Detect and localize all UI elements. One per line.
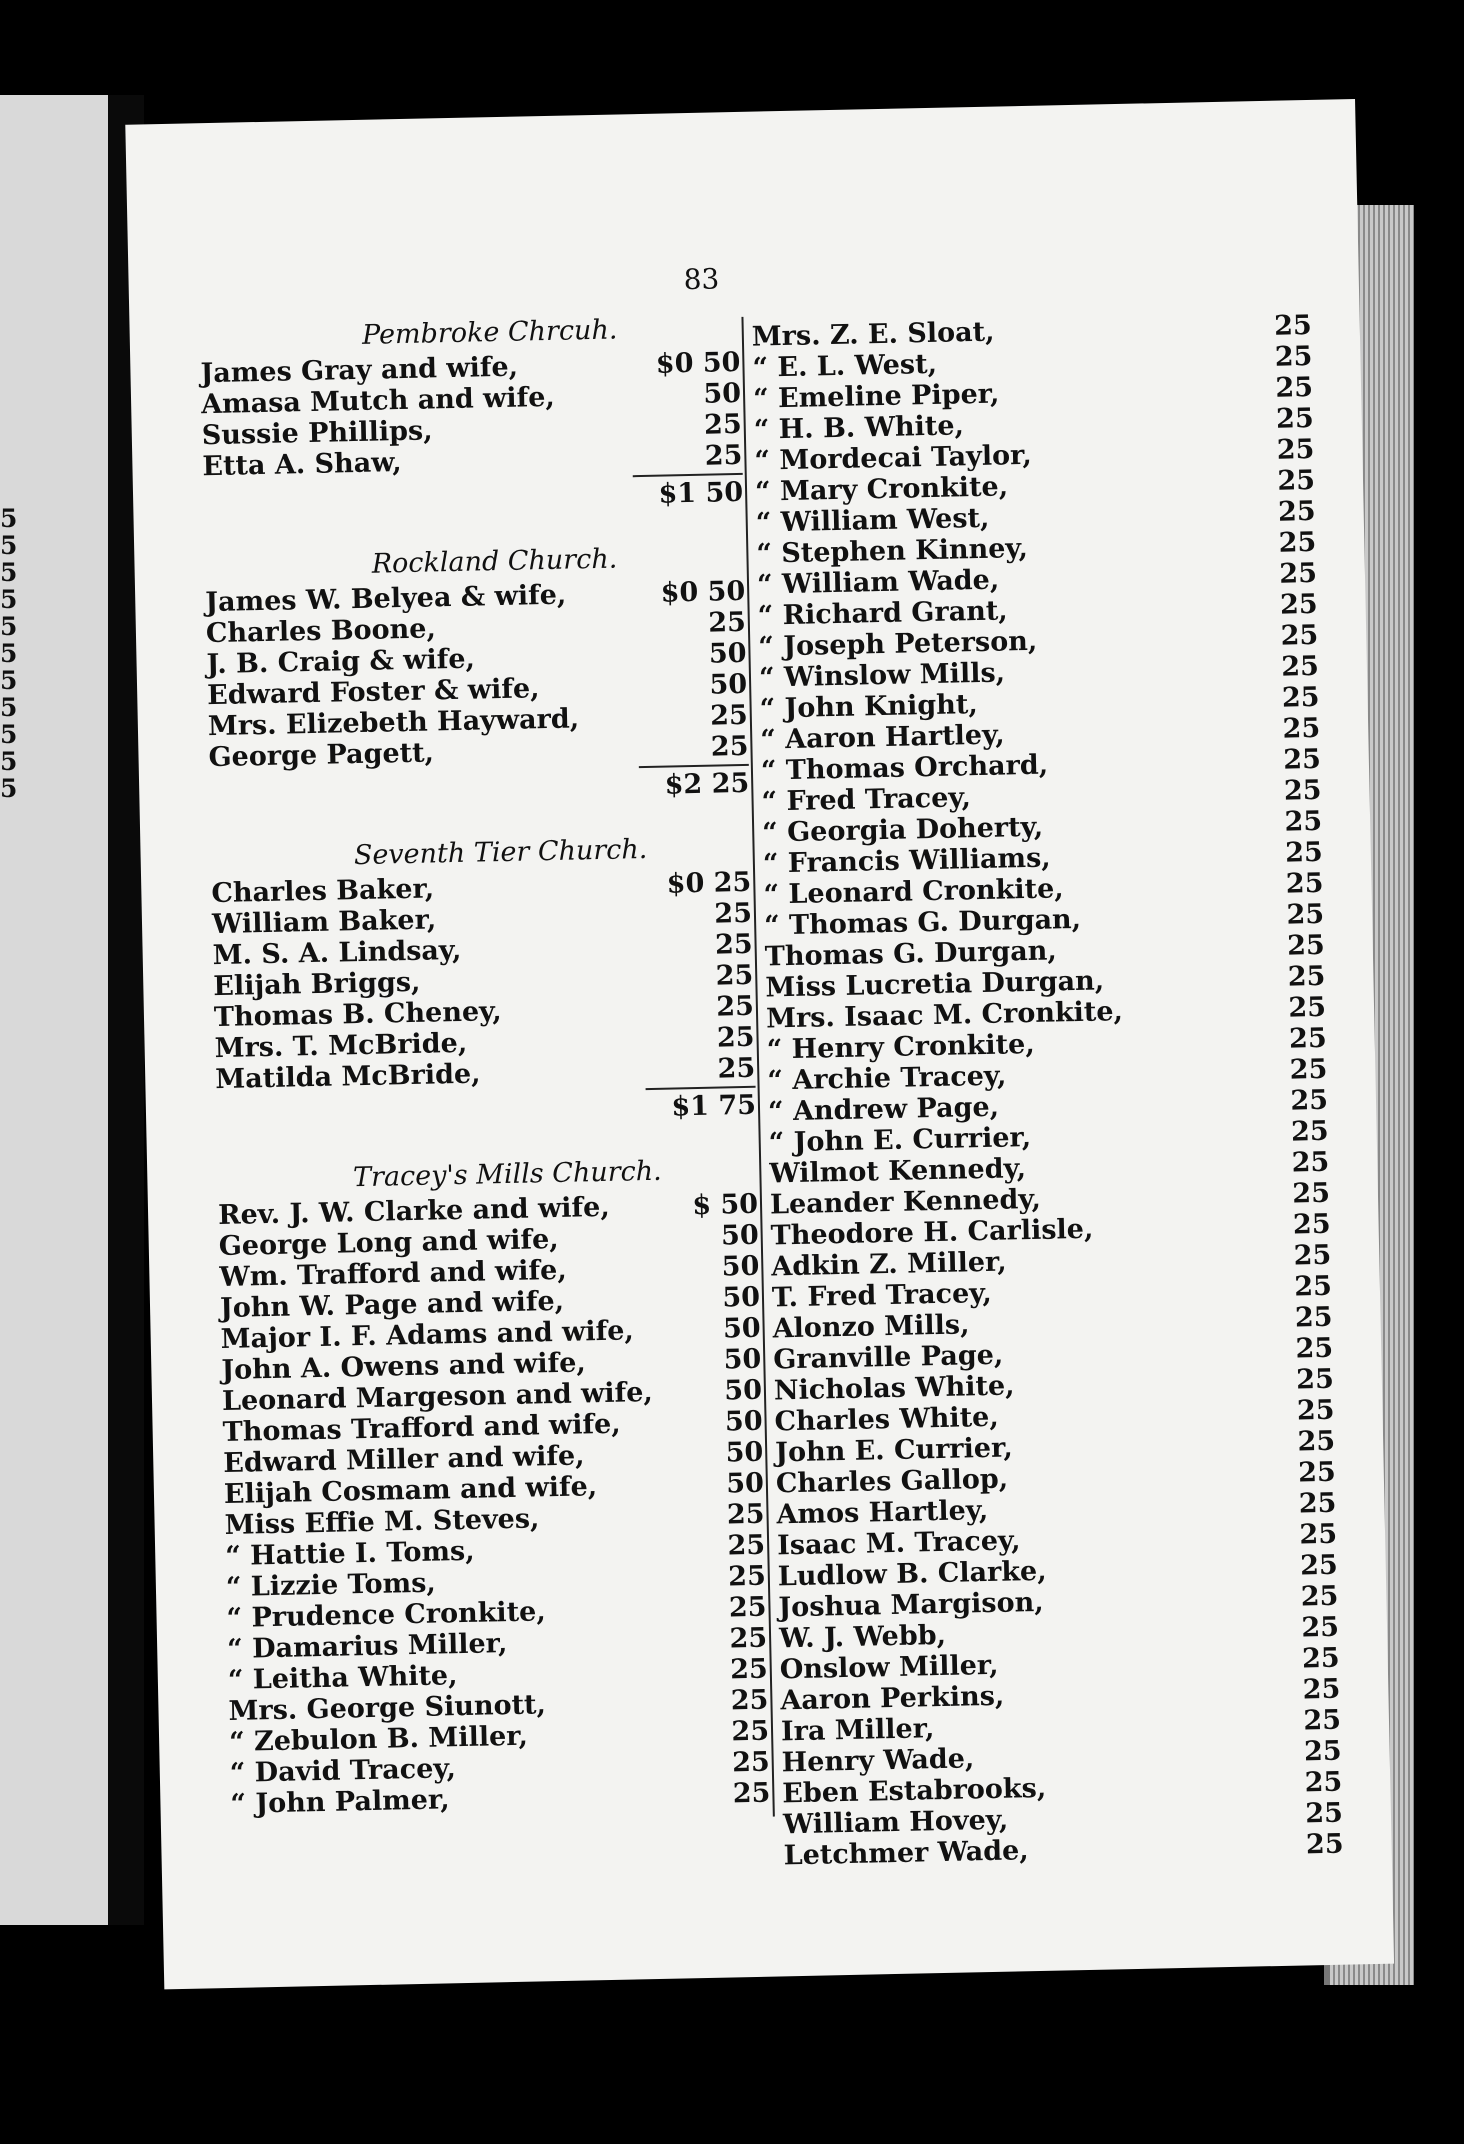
entry-name: John W. Page and wife, [219, 1285, 565, 1325]
entry-name: Amos Hartley, [776, 1494, 989, 1531]
entry-name: “ Henry Cronkite, [766, 1028, 1036, 1066]
entry-name: Sussie Phillips, [201, 415, 433, 452]
section-title: Pembroke Chrcuh. [361, 314, 618, 351]
previous-page-numbers [0, 505, 20, 802]
entry-name: “ William West, [755, 502, 990, 539]
entry-amount: 25 [1284, 805, 1323, 838]
entry-name: George Pagett, [208, 737, 435, 774]
entry-amount: 25 [1285, 867, 1324, 900]
prev-page-number: 5 [0, 558, 18, 587]
entry-amount: 25 [1279, 557, 1318, 590]
entry-name: Joshua Margison, [778, 1586, 1044, 1624]
entry-name: “ Emeline Piper, [752, 378, 1000, 415]
right-column [752, 310, 1344, 1871]
entry-amount: 25 [1299, 1518, 1338, 1551]
entry-name: T. Fred Tracey, [771, 1277, 993, 1314]
entry-name: M. S. A. Lindsay, [212, 934, 462, 972]
entry-amount: 25 [732, 1777, 771, 1810]
entry-name: Thomas G. Durgan, [764, 935, 1058, 973]
entry-name: “ Lizzie Toms, [225, 1567, 437, 1603]
entry-name: “ David Tracey, [229, 1753, 457, 1789]
entry-amount: 25 [1286, 898, 1325, 931]
section-title: Seventh Tier Church. [353, 833, 648, 872]
entry-amount: 25 [1291, 1146, 1330, 1179]
entry-amount: 50 [724, 1405, 763, 1438]
entry-name: J. B. Craig & wife, [206, 643, 476, 681]
entry-name: “ Andrew Page, [767, 1091, 1000, 1128]
entry-amount: 50 [708, 637, 747, 670]
section-total: $1 75 [671, 1089, 757, 1123]
entry-name: Alonzo Mills, [772, 1309, 970, 1345]
entry-name: Mrs. T. McBride, [214, 1027, 468, 1065]
entry-amount: 25 [1277, 464, 1316, 497]
entry-amount: 25 [1282, 743, 1322, 776]
entry-name: Charles White, [774, 1401, 1000, 1438]
prev-page-number: 5 [0, 612, 18, 641]
prev-page-number: 5 [0, 666, 18, 695]
entry-amount: 25 [1275, 402, 1315, 435]
entry-amount: 25 [1301, 1611, 1340, 1644]
entry-name: Elijah Cosmam and wife, [223, 1471, 598, 1510]
entry-name: “ Fred Tracey, [761, 782, 972, 818]
entry-name: Henry Wade, [781, 1743, 975, 1779]
entry-amount: 50 [724, 1374, 763, 1407]
entry-name: “ H. B. White, [753, 410, 965, 446]
entry-amount: 25 [1281, 681, 1320, 714]
entry-amount: 25 [1290, 1084, 1329, 1117]
prev-page-number: 5 [0, 747, 18, 776]
entry-name: Miss Effie M. Steves, [224, 1503, 540, 1541]
entry-name: Charles Gallop, [775, 1463, 1009, 1500]
entry-amount: 25 [729, 1622, 768, 1655]
entry-amount: 25 [1302, 1673, 1341, 1706]
entry-name: Eben Estabrooks, [782, 1772, 1047, 1810]
entry-amount: 25 [715, 990, 755, 1023]
entry-name: “ Stephen Kinney, [756, 532, 1029, 570]
entry-name: W. J. Webb, [778, 1619, 947, 1655]
entry-amount: 25 [1277, 495, 1316, 528]
entry-name: Ludlow B. Clarke, [777, 1555, 1047, 1593]
entry-name: Miss Lucretia Durgan, [765, 965, 1105, 1004]
entry-name: “ Joseph Peterson, [758, 625, 1038, 663]
entry-name: Charles Baker, [211, 873, 435, 910]
prev-page-number: 5 [0, 531, 18, 560]
entry-name: Elijah Briggs, [213, 966, 421, 1003]
left-column [199, 312, 770, 1820]
entry-amount: 25 [1280, 619, 1319, 652]
entry-amount: 25 [726, 1498, 765, 1531]
entry-amount: 25 [1280, 650, 1320, 683]
entry-name: John A. Owens and wife, [221, 1347, 587, 1387]
entry-name: John E. Currier, [774, 1432, 1014, 1469]
entry-name: Onslow Miller, [779, 1649, 999, 1686]
entry-amount: 25 [1284, 836, 1324, 869]
entry-amount: 25 [730, 1684, 769, 1717]
entry-name: “ Richard Grant, [757, 595, 1008, 632]
entry-amount: 25 [1296, 1394, 1335, 1427]
entry-amount: 25 [716, 1021, 755, 1054]
prev-page-number: 5 [0, 693, 18, 722]
entry-amount: 25 [1295, 1332, 1334, 1365]
entry-amount: 25 [709, 699, 749, 732]
entry-amount: 25 [1293, 1270, 1333, 1303]
entry-name: James W. Belyea & wife, [204, 579, 567, 619]
entry-name: Leander Kennedy, [769, 1183, 1042, 1221]
entry-name: Mrs. Isaac M. Cronkite, [765, 996, 1124, 1035]
entry-amount: 25 [1275, 371, 1314, 404]
entry-name: “ Archie Tracey, [767, 1060, 1007, 1097]
entry-name: Mrs. Z. E. Sloat, [751, 316, 995, 353]
entry-name: Matilda McBride, [214, 1058, 481, 1096]
entry-name: “ Thomas G. Durgan, [763, 903, 1082, 942]
entry-name: “ William Wade, [756, 564, 1000, 601]
entry-name: Adkin Z. Miller, [771, 1246, 1007, 1283]
entry-amount: 25 [727, 1529, 766, 1562]
entry-name: “ Winslow Mills, [758, 657, 1006, 694]
entry-amount: 25 [1290, 1115, 1329, 1148]
entry-amount: 25 [1295, 1363, 1335, 1396]
entry-name: “ Hattie I. Toms, [224, 1535, 475, 1572]
entry-amount: 25 [1294, 1301, 1333, 1334]
entry-name: “ John E. Currier, [768, 1122, 1032, 1159]
entry-name: Major I. F. Adams and wife, [220, 1315, 635, 1356]
entry-name: Rev. J. W. Clarke and wife, [217, 1191, 611, 1232]
page-number: 83 [683, 262, 720, 297]
entry-amount: $0 25 [666, 866, 752, 900]
entry-name: Leonard Margeson and wife, [221, 1376, 654, 1418]
entry-name: George Long and wife, [218, 1223, 559, 1263]
entry-amount: 25 [1292, 1177, 1331, 1210]
entry-name: Edward Foster & wife, [206, 673, 540, 712]
entry-name: “ Leitha White, [227, 1660, 458, 1696]
entry-name: Aaron Perkins, [780, 1680, 1005, 1717]
entry-amount: 50 [722, 1281, 761, 1314]
entry-name: Thomas B. Cheney, [213, 996, 502, 1034]
entry-amount: 25 [704, 439, 743, 472]
entry-amount: 25 [1292, 1208, 1331, 1241]
entry-name: William Hovey, [782, 1804, 1009, 1841]
entry-name: Ira Miller, [780, 1713, 935, 1748]
entry-amount: 50 [723, 1343, 762, 1376]
entry-amount: 25 [1293, 1239, 1332, 1272]
entry-name: Letchmer Wade, [783, 1835, 1029, 1872]
entry-amount: 25 [714, 897, 753, 930]
document-page [125, 99, 1394, 1989]
entry-amount: 50 [725, 1436, 764, 1469]
entry-amount: 25 [1287, 960, 1326, 993]
entry-amount: 25 [1273, 309, 1313, 342]
entry-amount: 25 [1286, 929, 1326, 962]
entry-amount: 25 [715, 959, 754, 992]
entry-name: Thomas Trafford and wife, [222, 1408, 621, 1449]
previous-page-edge [0, 95, 108, 1925]
entry-amount: 25 [1279, 588, 1318, 621]
entry-amount: 25 [728, 1591, 767, 1624]
entry-amount: 50 [725, 1467, 765, 1500]
entry-name: “ Zebulon B. Miller, [228, 1720, 529, 1758]
entry-name: William Baker, [211, 904, 437, 941]
entry-amount: 25 [727, 1560, 767, 1593]
entry-name: “ Aaron Hartley, [759, 719, 1005, 756]
prev-page-number: 5 [0, 585, 18, 614]
entry-amount: 25 [1299, 1549, 1339, 1582]
entry-name: “ Thomas Orchard, [760, 749, 1049, 787]
entry-amount: 25 [717, 1052, 756, 1085]
entry-name: “ Georgia Doherty, [761, 811, 1044, 849]
entry-name: Mrs. Elizebeth Hayward, [207, 703, 580, 743]
entry-name: “ Prudence Cronkite, [226, 1596, 547, 1634]
entry-amount: 25 [1278, 526, 1317, 559]
entry-amount: 50 [703, 377, 742, 410]
entry-name: “ Damarius Miller, [226, 1628, 508, 1665]
entry-name: “ Mary Cronkite, [754, 471, 1009, 508]
entry-name: Nicholas White, [773, 1370, 1015, 1407]
entry-name: “ John Knight, [759, 689, 979, 725]
entry-name: Granville Page, [772, 1339, 1004, 1376]
entry-amount: 25 [710, 730, 749, 763]
entry-name: James Gray and wife, [200, 351, 519, 390]
prev-page-number: 5 [0, 504, 18, 533]
entry-name: Wilmot Kennedy, [769, 1153, 1027, 1190]
section-total: $1 50 [658, 476, 744, 510]
entry-amount: 50 [722, 1312, 761, 1345]
entry-amount: 25 [1276, 433, 1315, 466]
entry-name: Isaac M. Tracey, [776, 1525, 1021, 1562]
entry-amount: 50 [720, 1219, 760, 1252]
entry-amount: 25 [1305, 1797, 1344, 1830]
entry-name: Etta A. Shaw, [202, 447, 402, 483]
entry-name: “ Leonard Cronkite, [763, 873, 1064, 911]
entry-name: Amasa Mutch and wife, [200, 381, 556, 421]
entry-amount: 25 [1274, 340, 1313, 373]
entry-amount: 25 [1305, 1828, 1344, 1861]
entry-amount: 25 [1298, 1487, 1337, 1520]
entry-amount: 25 [1303, 1704, 1342, 1737]
section-total: $2 25 [664, 767, 750, 801]
entry-amount: 25 [1289, 1053, 1328, 1086]
entry-name: “ Francis Williams, [762, 842, 1051, 880]
entry-amount: $0 50 [660, 575, 746, 609]
entry-name: “ John Palmer, [230, 1784, 450, 1820]
entry-name: Wm. Trafford and wife, [219, 1254, 568, 1294]
entry-amount: 25 [1301, 1642, 1340, 1675]
entry-amount: 25 [714, 928, 753, 961]
entry-amount: 25 [703, 408, 743, 441]
entry-amount: 25 [1304, 1766, 1343, 1799]
entry-amount: 25 [1303, 1735, 1342, 1768]
entry-amount: 25 [731, 1715, 770, 1748]
section-title: Tracey's Mills Church. [352, 1155, 662, 1194]
entry-name: Charles Boone, [205, 613, 437, 650]
entry-amount: 25 [731, 1746, 771, 1779]
entry-amount: 25 [1288, 1022, 1328, 1055]
entry-amount: 25 [1297, 1456, 1337, 1489]
entry-name: Edward Miller and wife, [223, 1440, 585, 1479]
entry-amount: 25 [1300, 1580, 1339, 1613]
entry-name: Mrs. George Siunott, [228, 1689, 547, 1727]
entry-name: “ Mordecai Taylor, [754, 439, 1033, 477]
entry-amount: 25 [729, 1653, 769, 1686]
section-title: Rockland Church. [371, 543, 618, 580]
prev-page-number: 5 [0, 774, 18, 803]
entry-amount: 25 [1288, 991, 1327, 1024]
entry-amount: $ 50 [691, 1188, 759, 1222]
prev-page-number: 5 [0, 720, 18, 749]
entry-amount: 50 [709, 668, 748, 701]
entry-amount: 50 [721, 1250, 760, 1283]
entry-amount: 25 [707, 606, 747, 639]
entry-amount: $0 50 [655, 346, 741, 380]
entry-name: Theodore H. Carlisle, [770, 1213, 1094, 1252]
prev-page-number: 5 [0, 639, 18, 668]
entry-amount: 25 [1283, 774, 1322, 807]
entry-amount: 25 [1297, 1425, 1336, 1458]
entry-amount: 25 [1282, 712, 1321, 745]
entry-name: “ E. L. West, [752, 348, 938, 384]
